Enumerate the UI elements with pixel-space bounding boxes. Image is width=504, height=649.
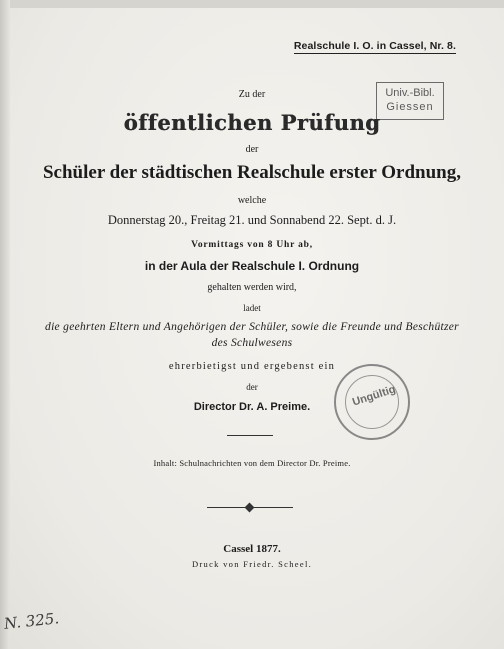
cancelled-stamp: [334, 364, 410, 440]
held-line: gehalten werden wird,: [207, 282, 297, 293]
divider-rule: [227, 435, 273, 436]
date-line: Donnerstag 20., Freitag 21. und Sonnabend 22. Sept. d. J.: [107, 213, 397, 227]
location-line: in der Aula der Realschule I. Ordnung: [144, 259, 360, 273]
contents-line: Inhalt: Schulnachrichten von dem Director Dr. Preime.: [153, 458, 351, 468]
director-name: Director Dr. A. Preime.: [193, 401, 311, 413]
welche-line: welche: [237, 195, 267, 206]
time-line: Vormittags von 8 Uhr ab,: [191, 240, 313, 250]
ornament-divider: [207, 504, 293, 512]
library-stamp-line2: Giessen: [386, 101, 434, 113]
invitees-line: die geehrten Eltern und Angehörigen der Schüler, sowie die Freunde und Beschützer: [45, 321, 459, 333]
page-top-edge: [0, 0, 504, 8]
cancelled-stamp-word: Ungültig: [350, 383, 398, 409]
imprint-printer: Druck von Friedr. Scheel.: [191, 559, 313, 569]
article-der-2: der: [246, 382, 258, 392]
main-heading: öffentlichen Prüfung: [123, 110, 381, 135]
handwritten-shelf-number: N. 325.: [3, 609, 60, 633]
respect-line: ehrerbietigst und ergebenst ein: [168, 361, 336, 372]
ladet-line: ladet: [243, 303, 261, 313]
school-title: Schüler der städtischen Realschule erster Ordnung,: [42, 162, 461, 183]
article-der: der: [245, 144, 259, 155]
school-system-line: des Schulwesens: [211, 337, 293, 349]
series-label: Realschule I. O. in Cassel, Nr. 8.: [293, 40, 456, 52]
intro-line: Zu der: [238, 89, 266, 100]
library-stamp-line1: Univ.-Bibl.: [385, 87, 435, 99]
imprint-place: Cassel 1877.: [223, 543, 281, 555]
